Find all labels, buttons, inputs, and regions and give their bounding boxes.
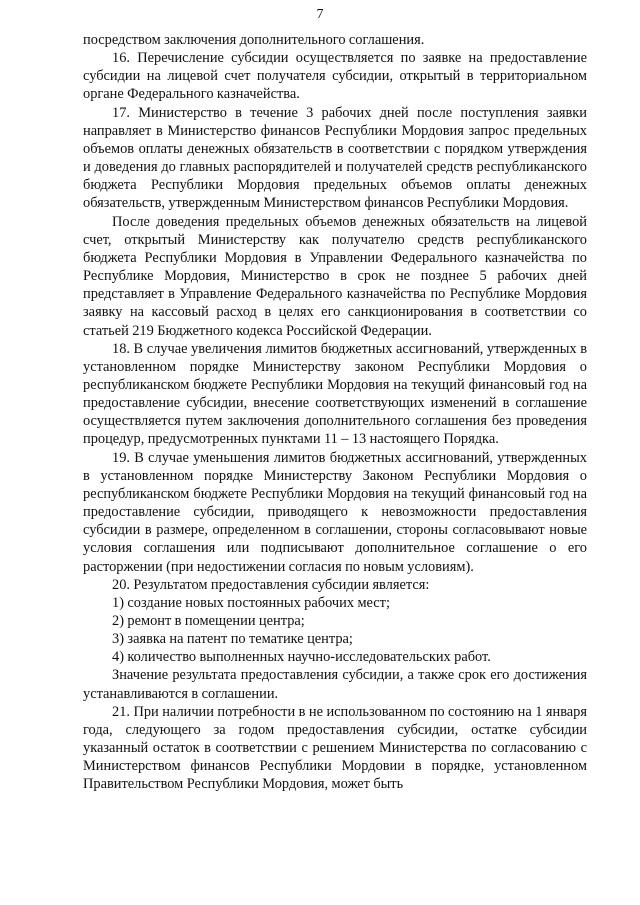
list-item-3: 3) заявка на патент по тематике центра; bbox=[112, 631, 353, 648]
list-item-4: 4) количество выполненных научно-исследовательских работ. bbox=[112, 649, 491, 666]
paragraph-20: 20. Результатом предоставления субсидии является: bbox=[112, 576, 430, 593]
paragraph-19: 19. В случае уменьшения лимитов бюджетных ассигнований, утвержденных в установленном порядке Министерству Законом Республики Мордовия о республиканском бюджете Республики Мордовия на текущий финансовый год на предоставление субсидии, приводящего к невозможности предоставления субсидии в размере, определенном в соглашении, стороны согласовывают новые условия соглашения или подписывают дополнительное соглашение о его расторжении (при недостижении согласия по новым условиям). bbox=[83, 449, 587, 575]
list-item-1: 1) создание новых постоянных рабочих мест; bbox=[112, 594, 390, 611]
page-number: 7 bbox=[316, 7, 324, 22]
list-item-2: 2) ремонт в помещении центра; bbox=[112, 613, 305, 629]
document-body bbox=[83, 31, 587, 794]
paragraph-result-value: Значение результата предоставления субсидии, а также срок его достижения устанавливаются в соглашении. bbox=[83, 667, 587, 702]
paragraph-continuation: посредством заключения дополнительного соглашения. bbox=[83, 32, 425, 48]
paragraph-16: 16. Перечисление субсидии осуществляется по заявке на предоставление субсидии на лицевой счет получателя субсидии, открытый в территориальном органе Федерального казначейства. bbox=[83, 50, 587, 103]
paragraph-18: 18. В случае увеличения лимитов бюджетных ассигнований, утвержденных в установленном порядке Министерству законом Республики Мордовия о республиканском бюджете Республики Мордовия на текущий финансовый год на предоставление субсидии, внесение соответствующих изменений в соглашение осуществляется путем заключения дополнительного соглашения без проведения процедур, предусмотренных пунктами 11 – 13 настоящего Порядка. bbox=[83, 340, 587, 448]
paragraph-17: 17. Министерство в течение 3 рабочих дней после поступления заявки направляет в Министерство финансов Республики Мордовия запрос предельных объемов оплаты денежных обязательств в соответствии с порядком утверждения и доведения до главных распорядителей и получателей средств республиканского бюджета Республики Мордовия предельных объемов оплаты денежных обязательств, утвержденным Министерством финансов Республики Мордовия. bbox=[83, 104, 587, 212]
paragraph-17-continued: После доведения предельных объемов денежных обязательств на лицевой счет, открытый Министерству как получателю средств республиканского бюджета Республики Мордовия в Управлении Федерального казначейства по Республике Мордовия, Министерство в срок не позднее 5 рабочих дней представляет в Управление Федерального казначейства по Республике Мордовия заявку на кассовый расход в целях его санкционирования в соответствии со статьей 219 Бюджетного кодекса Российской Федерации. bbox=[83, 213, 587, 339]
paragraph-21: 21. При наличии потребности в не использованном по состоянию на 1 января года, следующего за годом предоставления субсидии, остатке субсидии указанный остаток в соответствии с решением Министерства по согласованию с Министерством финансов Республики Мордовии в порядке, установленном Правительством Республики Мордовия, может быть bbox=[83, 703, 587, 793]
